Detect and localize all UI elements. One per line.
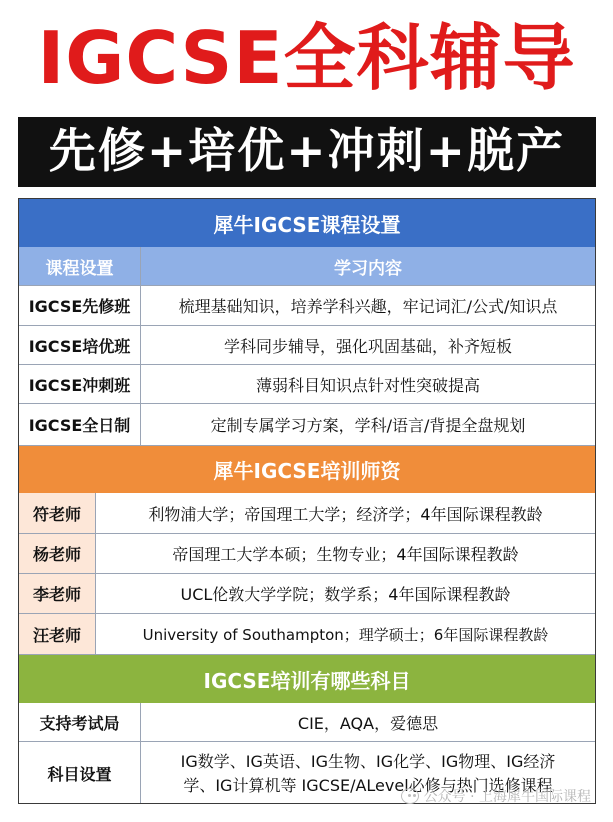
- teacher-name: 符老师: [19, 493, 96, 534]
- section-course-setup-heading: 犀牛IGCSE课程设置: [19, 199, 595, 247]
- course-name: IGCSE全日制: [19, 404, 141, 446]
- wechat-icon: [401, 788, 419, 804]
- course-name: IGCSE冲刺班: [19, 365, 141, 404]
- teacher-profile: University of Southampton；理学硕士；6年国际课程教龄: [96, 614, 595, 655]
- course-content: 学科同步辅导，强化巩固基础，补齐短板: [141, 326, 595, 365]
- table-row: [19, 703, 595, 742]
- course-content: 梳理基础知识，培养学科兴趣，牢记词汇/公式/知识点: [141, 286, 595, 326]
- course-content: 定制专属学习方案，学科/语言/背提全盘规划: [141, 404, 595, 446]
- course-name: IGCSE先修班: [19, 286, 141, 326]
- table-row: [19, 404, 595, 446]
- column-header-course: 课程设置: [19, 247, 141, 286]
- teacher-name: 汪老师: [19, 614, 96, 655]
- teacher-profile: 帝国理工大学本硕；生物专业；4年国际课程教龄: [96, 534, 595, 574]
- table-row: [19, 365, 595, 404]
- course-table-header: [19, 247, 595, 286]
- page-subtitle: 先修+培优+冲刺+脱产: [18, 117, 596, 187]
- subject-content: CIE，AQA，爱德思: [141, 703, 595, 742]
- table-row: [19, 493, 595, 534]
- course-name: IGCSE培优班: [19, 326, 141, 365]
- teacher-profile: 利物浦大学；帝国理工大学；经济学；4年国际课程教龄: [96, 493, 595, 534]
- table-row: [19, 534, 595, 574]
- subject-category: 支持考试局: [19, 703, 141, 742]
- course-info-card: [18, 198, 596, 804]
- page-title: IGCSE全科辅导: [37, 16, 576, 100]
- teacher-name: 杨老师: [19, 534, 96, 574]
- teacher-name: 李老师: [19, 574, 96, 614]
- subject-category: 科目设置: [19, 742, 141, 804]
- watermark-text: 公众号 · 上海犀牛国际课程: [423, 789, 591, 805]
- table-row: [19, 614, 595, 655]
- table-row: [19, 574, 595, 614]
- course-content: 薄弱科目知识点针对性突破提高: [141, 365, 595, 404]
- subject-content-line: IG数学、IG英语、IG生物、IG化学、IG物理、IG经济: [180, 751, 556, 771]
- section-subjects-heading: IGCSE培训有哪些科目: [19, 655, 595, 703]
- section-teachers-heading: 犀牛IGCSE培训师资: [19, 446, 595, 493]
- watermark: [401, 786, 591, 806]
- subject-content-line: 学、IG计算机等 IGCSE/ALevel必修与热门选修课程: [183, 775, 553, 795]
- column-header-content: 学习内容: [141, 247, 595, 286]
- table-row: [19, 326, 595, 365]
- teacher-profile: UCL伦敦大学学院；数学系；4年国际课程教龄: [96, 574, 595, 614]
- table-row: [19, 286, 595, 326]
